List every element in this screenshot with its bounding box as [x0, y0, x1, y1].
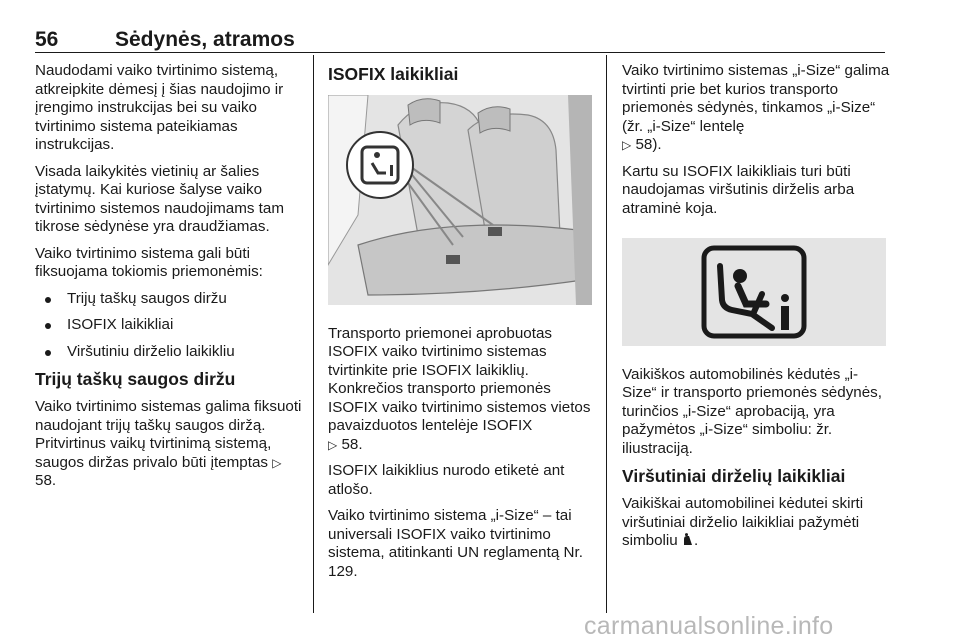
paragraph: Vaikiškos automobilinės kėdutės „i-Size“ ir transporto priemonės sėdynės, turinčios „i-Size“ aprobaciją, yra pažymėtos „i-Size“ simboliu: žr. iliustraciją. [622, 365, 882, 457]
column-1 [35, 62, 303, 499]
list-item: Trijų taškų saugos diržu [35, 290, 303, 309]
list-item: ISOFIX laikikliai [35, 316, 303, 335]
section-heading: Viršutiniai dirželių laikikliai [622, 466, 846, 486]
section-heading: ISOFIX laikikliai [328, 64, 459, 84]
paragraph: Vaiko tvirtinimo sistemas „i-Size“ galima tvirtinti prie bet kurios transporto priemonės sėdynės, tinkamos „i-Size“ (žr. „i-Size“ lentelę ▷ 58). [622, 62, 890, 153]
triangle-reference-icon[interactable]: ▷ [272, 455, 282, 470]
section-heading: Trijų taškų saugos diržu [35, 369, 236, 389]
bullet-list [35, 290, 303, 362]
triangle-reference-icon[interactable]: ▷ [328, 437, 338, 452]
column-3 [622, 62, 890, 559]
paragraph: Visada laikykitės vietinių ar šalies įstatymų. Kai kuriose šalyse vaiko tvirtinimo sistemos naudojimams tam tikrose sėdynėse yra draudžiamas. [35, 162, 284, 235]
column-divider [606, 55, 607, 613]
paragraph: Vaikiškai automobilinei kėdutei skirti viršutiniai dirželio laikikliai pažymėti simboliu . [622, 495, 864, 549]
child-seat-icon [622, 238, 886, 346]
column-2 [328, 62, 596, 589]
page-number: 56 [35, 28, 59, 51]
list-item: Viršutiniu dirželio laikikliu [35, 343, 303, 362]
page-reference[interactable]: 58. [35, 472, 57, 489]
paragraph: Vaiko tvirtinimo sistema gali būti fiksuojama tokiomis priemonėmis: [35, 244, 263, 280]
paragraph: Vaiko tvirtinimo sistema „i-Size“ – tai universali ISOFIX vaiko tvirtinimo sistema, atitinkanti UN reglamentą Nr. 129. [328, 507, 583, 580]
paragraph: Transporto priemonei aprobuotas ISOFIX vaiko tvirtinimo sistemas tvirtinkite prie ISOFIX laikiklių. Konkrečios transporto priemonės ISOFIX vaiko tvirtinimo sistemos vietos pavaizduotos lentelėje ISOFIX ▷ 58. [328, 324, 591, 453]
paragraph: ISOFIX laikiklius nurodo etiketė ant atlošo. [328, 462, 565, 498]
page-reference[interactable]: 58). [635, 136, 662, 153]
chapter-title: Sėdynės, atramos [115, 28, 295, 51]
paragraph: Kartu su ISOFIX laikikliais turi būti naudojamas viršutinis dirželis arba atraminė koja. [622, 162, 855, 217]
paragraph: Naudodami vaiko tvirtinimo sistemą, atkreipkite dėmesį į šias naudojimo ir įrengimo instrukcijas bei su vaiko tvirtinimo sistema pateikiamas instrukcijas. [35, 62, 284, 153]
isofix-seat-illustration [328, 95, 596, 311]
page-header [35, 28, 885, 52]
i-size-symbol-illustration [622, 228, 890, 352]
paragraph: Vaiko tvirtinimo sistemas galima fiksuoti naudojant trijų taškų saugos diržą. Pritvirtinus vaikų tvirtinimą sistemą, saugos diržas privalo būti įtemptas ▷ 58. [35, 398, 302, 489]
column-divider [313, 55, 314, 613]
top-tether-icon [682, 532, 694, 549]
seat-illustration-svg [328, 95, 592, 305]
triangle-reference-icon[interactable]: ▷ [622, 138, 632, 152]
page-reference[interactable]: 58. [341, 435, 363, 453]
watermark: carmanualsonline.info [584, 612, 834, 640]
header-rule [35, 52, 885, 53]
